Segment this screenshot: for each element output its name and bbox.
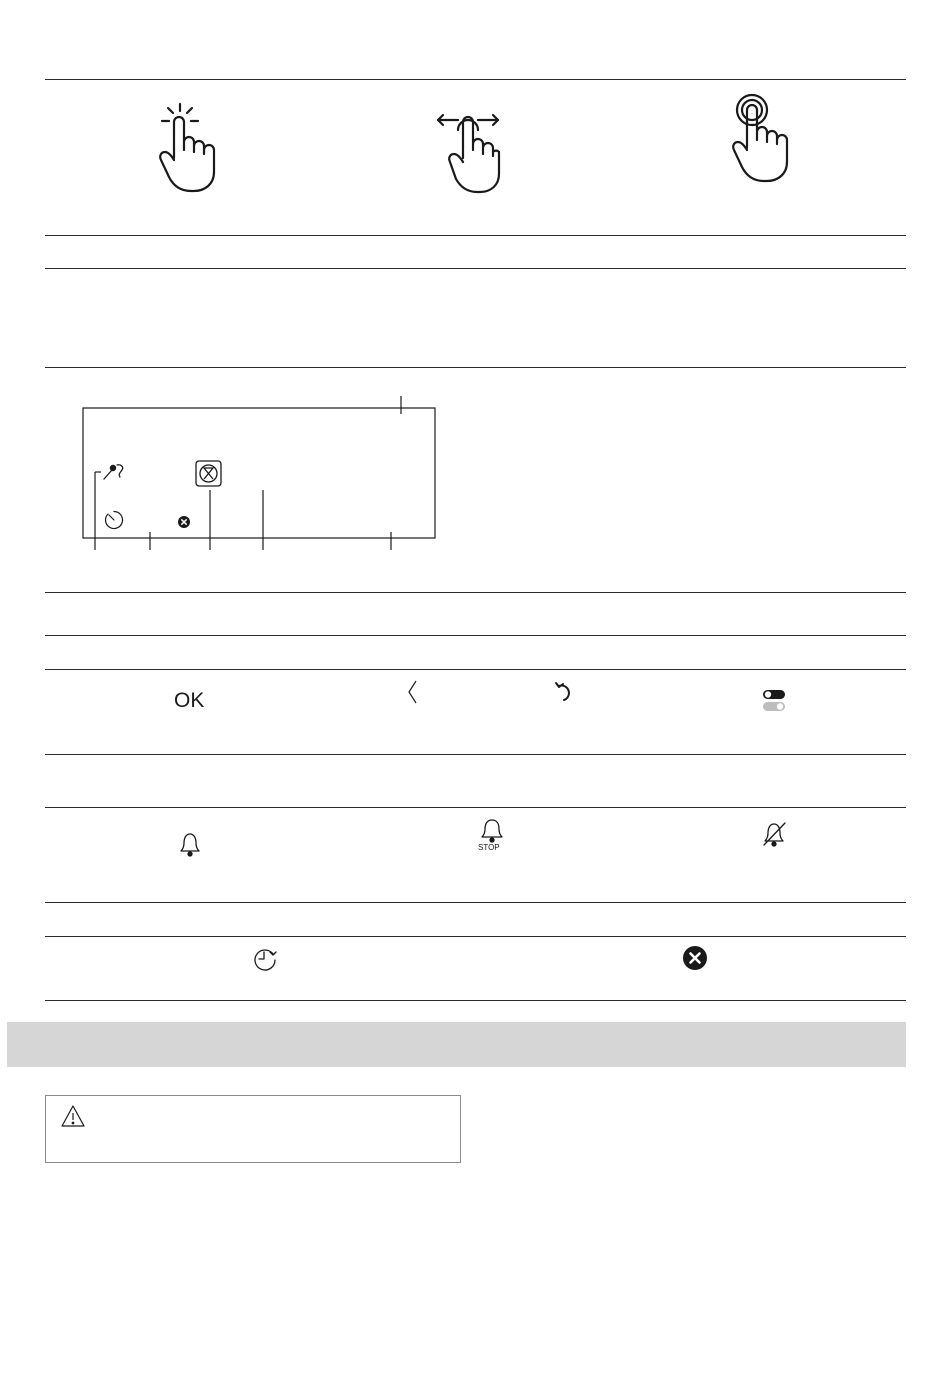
cancel-circle-icon — [683, 946, 707, 970]
table-rule — [45, 367, 906, 368]
bell-stop-icon — [476, 817, 508, 855]
display-diagram — [80, 392, 450, 557]
press-and-hold-gesture-icon — [730, 94, 792, 184]
table-rule — [45, 754, 906, 755]
back-chevron-icon — [406, 679, 418, 705]
tap-gesture-icon — [155, 100, 219, 194]
table-rule — [45, 79, 906, 80]
table-rule — [45, 807, 906, 808]
timer-icon — [104, 510, 124, 530]
table-rule — [45, 592, 906, 593]
toggle-switch-icon — [762, 689, 788, 713]
table-rule — [45, 936, 906, 937]
table-rule — [45, 235, 906, 236]
undo-icon — [554, 680, 576, 702]
table-rule — [45, 635, 906, 636]
ok-label: OK — [174, 689, 205, 712]
bell-icon — [178, 830, 202, 858]
warning-box — [45, 1095, 461, 1163]
timer-restart-icon — [251, 945, 279, 973]
stop-label: STOP — [478, 843, 500, 852]
table-rule — [45, 268, 906, 269]
table-rule — [45, 902, 906, 903]
cancel-small-icon — [178, 515, 190, 527]
food-sensor-icon — [102, 463, 126, 481]
table-rule — [45, 1000, 906, 1001]
section-heading-band — [7, 1022, 906, 1067]
bell-muted-icon — [762, 820, 788, 848]
fan-heating-icon — [195, 460, 222, 487]
table-rule — [45, 669, 906, 670]
swipe-gesture-icon — [436, 108, 502, 194]
warning-triangle-icon — [60, 1104, 86, 1128]
